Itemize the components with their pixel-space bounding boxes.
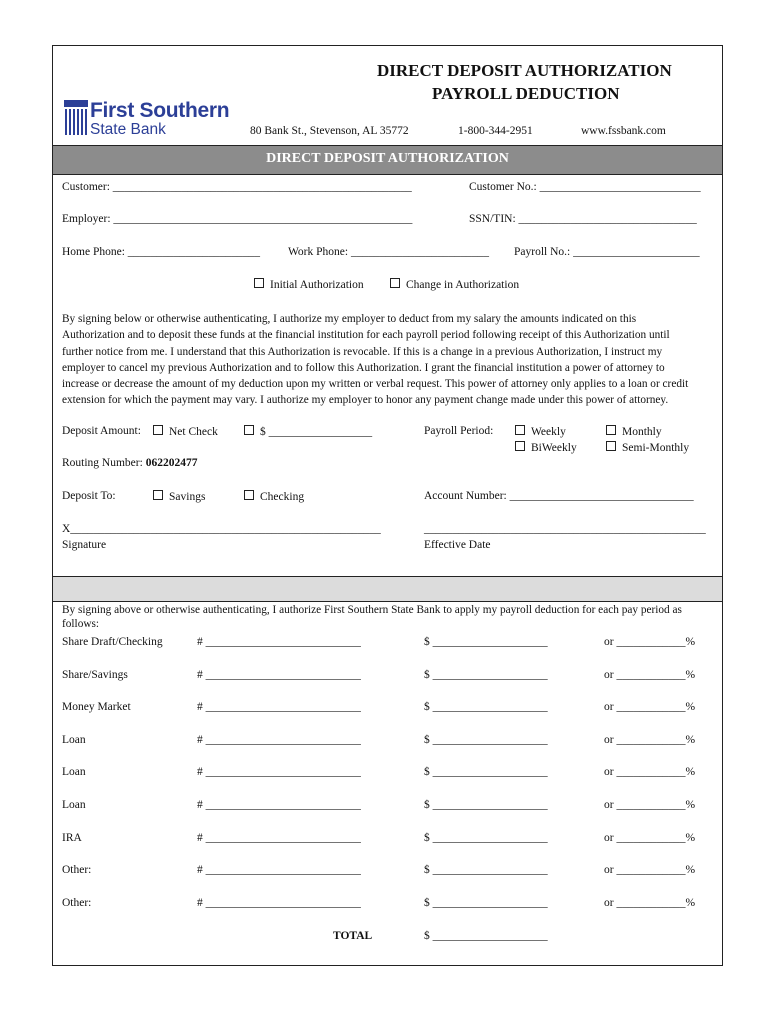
biweekly-option[interactable] — [515, 441, 577, 454]
page-title: DIRECT DEPOSIT AUTHORIZATION — [377, 61, 672, 80]
deduction-row-amount-field[interactable]: $ ____________________ — [424, 636, 548, 648]
work-phone-field[interactable]: Work Phone: ________________________ — [288, 246, 489, 258]
home-phone-field[interactable]: Home Phone: _______________________ — [62, 246, 261, 258]
weekly-checkbox[interactable] — [515, 425, 525, 435]
biweekly-label: BiWeekly — [531, 442, 577, 454]
deduction-row-amount-field[interactable]: $ ____________________ — [424, 799, 548, 811]
effective-date-field[interactable]: _________________________________________________ — [424, 523, 706, 535]
deduction-row-label: Other: — [62, 897, 92, 909]
deduction-row-amount-field[interactable]: $ ____________________ — [424, 766, 548, 778]
signature-label: Signature — [62, 539, 107, 551]
total-amount-field[interactable]: $ ____________________ — [424, 930, 548, 942]
deduction-row-percent-field[interactable]: or ____________% — [604, 897, 696, 909]
routing-number-value: 062202477 — [145, 457, 198, 469]
signature-field[interactable]: X______________________________________________________ — [62, 523, 381, 535]
deduction-row-label: Other: — [62, 864, 92, 876]
change-authorization-label: Change in Authorization — [406, 279, 520, 291]
net-check-option[interactable] — [153, 425, 218, 438]
deduction-row-account-field[interactable]: # ___________________________ — [197, 832, 361, 844]
deduction-row-percent-field[interactable]: or ____________% — [604, 832, 696, 844]
net-check-checkbox[interactable] — [153, 425, 163, 435]
deposit-dollar-option[interactable] — [244, 425, 372, 438]
savings-option[interactable] — [153, 490, 205, 503]
deduction-row-percent-field[interactable]: or ____________% — [604, 734, 696, 746]
net-check-label: Net Check — [169, 426, 218, 438]
payroll-period-label: Payroll Period: — [424, 425, 494, 437]
monthly-label: Monthly — [622, 426, 662, 438]
effective-date-label: Effective Date — [424, 539, 491, 551]
deduction-row-account-field[interactable]: # ___________________________ — [197, 669, 361, 681]
deduction-paragraph: By signing above or otherwise authenticating, I authorize First Southern State Bank to apply my payroll deduction for each pay period as follows: — [62, 604, 682, 630]
monthly-option[interactable] — [606, 425, 662, 438]
semimonthly-label: Semi-Monthly — [622, 442, 690, 454]
semimonthly-checkbox[interactable] — [606, 441, 616, 451]
deduction-row-amount-field[interactable]: $ ____________________ — [424, 669, 548, 681]
change-authorization-checkbox[interactable] — [390, 278, 400, 288]
deduction-row-account-field[interactable]: # ___________________________ — [197, 701, 361, 713]
deduction-row-account-field[interactable]: # ___________________________ — [197, 766, 361, 778]
customer-field[interactable]: Customer: ____________________________________________________ — [62, 181, 412, 193]
monthly-checkbox[interactable] — [606, 425, 616, 435]
deduction-row-amount-field[interactable]: $ ____________________ — [424, 897, 548, 909]
deduction-row-label: Money Market — [62, 701, 131, 713]
deposit-amount-label: Deposit Amount: — [62, 425, 141, 437]
page-subtitle: PAYROLL DEDUCTION — [432, 84, 620, 103]
deduction-row-amount-field[interactable]: $ ____________________ — [424, 864, 548, 876]
deposit-dollar-checkbox[interactable] — [244, 425, 254, 435]
section-heading-bar — [53, 145, 722, 175]
checking-option[interactable] — [244, 490, 304, 503]
deduction-row-percent-field[interactable]: or ____________% — [604, 799, 696, 811]
employer-field[interactable]: Employer: ____________________________________________________ — [62, 213, 413, 225]
initial-authorization-label: Initial Authorization — [270, 279, 364, 291]
weekly-option[interactable] — [515, 425, 566, 438]
deposit-to-label: Deposit To: — [62, 490, 116, 502]
deduction-row-label: Loan — [62, 799, 86, 811]
checking-checkbox[interactable] — [244, 490, 254, 500]
deduction-row-percent-field[interactable]: or ____________% — [604, 864, 696, 876]
deduction-row-percent-field[interactable]: or ____________% — [604, 701, 696, 713]
deduction-row-account-field[interactable]: # ___________________________ — [197, 799, 361, 811]
semimonthly-option[interactable] — [606, 441, 689, 454]
bank-phone: 1-800-344-2951 — [458, 125, 533, 137]
deposit-dollar-field[interactable]: $ __________________ — [260, 426, 373, 438]
deduction-row-label: Loan — [62, 766, 86, 778]
bank-logo-icon — [64, 100, 88, 135]
ssn-field[interactable]: SSN/TIN: _______________________________ — [469, 213, 697, 225]
deduction-row-account-field[interactable]: # ___________________________ — [197, 897, 361, 909]
change-authorization-option[interactable] — [390, 278, 519, 291]
payroll-number-field[interactable]: Payroll No.: ______________________ — [514, 246, 700, 258]
initial-authorization-option[interactable] — [254, 278, 364, 291]
initial-authorization-checkbox[interactable] — [254, 278, 264, 288]
section-divider-bar — [53, 576, 722, 602]
deduction-row-amount-field[interactable]: $ ____________________ — [424, 832, 548, 844]
routing-number — [62, 457, 197, 469]
account-number-field[interactable]: Account Number: ________________________________ — [424, 490, 694, 502]
bank-address: 80 Bank St., Stevenson, AL 35772 — [250, 125, 409, 137]
deduction-row-account-field[interactable]: # ___________________________ — [197, 636, 361, 648]
biweekly-checkbox[interactable] — [515, 441, 525, 451]
deduction-row-amount-field[interactable]: $ ____________________ — [424, 734, 548, 746]
savings-label: Savings — [169, 491, 206, 503]
deduction-row-label: Share Draft/Checking — [62, 636, 163, 648]
customer-number-field[interactable]: Customer No.: ____________________________ — [469, 181, 701, 193]
deduction-row-amount-field[interactable]: $ ____________________ — [424, 701, 548, 713]
authorization-paragraph: By signing below or otherwise authenticating, I authorize my employer to deduct from my salary the amounts indicated on this Authorization and to deposit these funds at the financial institution for each payroll period following receipt of this Authorization until further notice from me. I understand that this Authorization is revocable. If this is a change in a previous Authorization, I instruct my employer to cancel my previous Authorization and to follow this Authorization. I grant the financial institution a power of attorney to increase or decrease the amount of my deduction upon my written or verbal request. This power of attorney only applies to a loan or credit extension for which the payment may vary. I authorize my employer to honor any payment change made under this power of attorney. — [62, 313, 689, 407]
deduction-row-percent-field[interactable]: or ____________% — [604, 636, 696, 648]
logo-text-top: First Southern — [90, 99, 230, 122]
routing-number-label: Routing Number: — [62, 457, 146, 469]
bank-website: www.fssbank.com — [581, 125, 666, 137]
total-label: TOTAL — [333, 930, 373, 942]
deduction-row-label: Share/Savings — [62, 669, 128, 681]
deduction-row-percent-field[interactable]: or ____________% — [604, 669, 696, 681]
weekly-label: Weekly — [531, 426, 566, 438]
section-heading: DIRECT DEPOSIT AUTHORIZATION — [266, 151, 509, 166]
savings-checkbox[interactable] — [153, 490, 163, 500]
logo-text-bottom: State Bank — [90, 121, 166, 138]
deduction-row-account-field[interactable]: # ___________________________ — [197, 864, 361, 876]
deduction-row-percent-field[interactable]: or ____________% — [604, 766, 696, 778]
checking-label: Checking — [260, 491, 305, 503]
deduction-row-account-field[interactable]: # ___________________________ — [197, 734, 361, 746]
deduction-row-label: IRA — [62, 832, 82, 844]
deduction-row-label: Loan — [62, 734, 86, 746]
